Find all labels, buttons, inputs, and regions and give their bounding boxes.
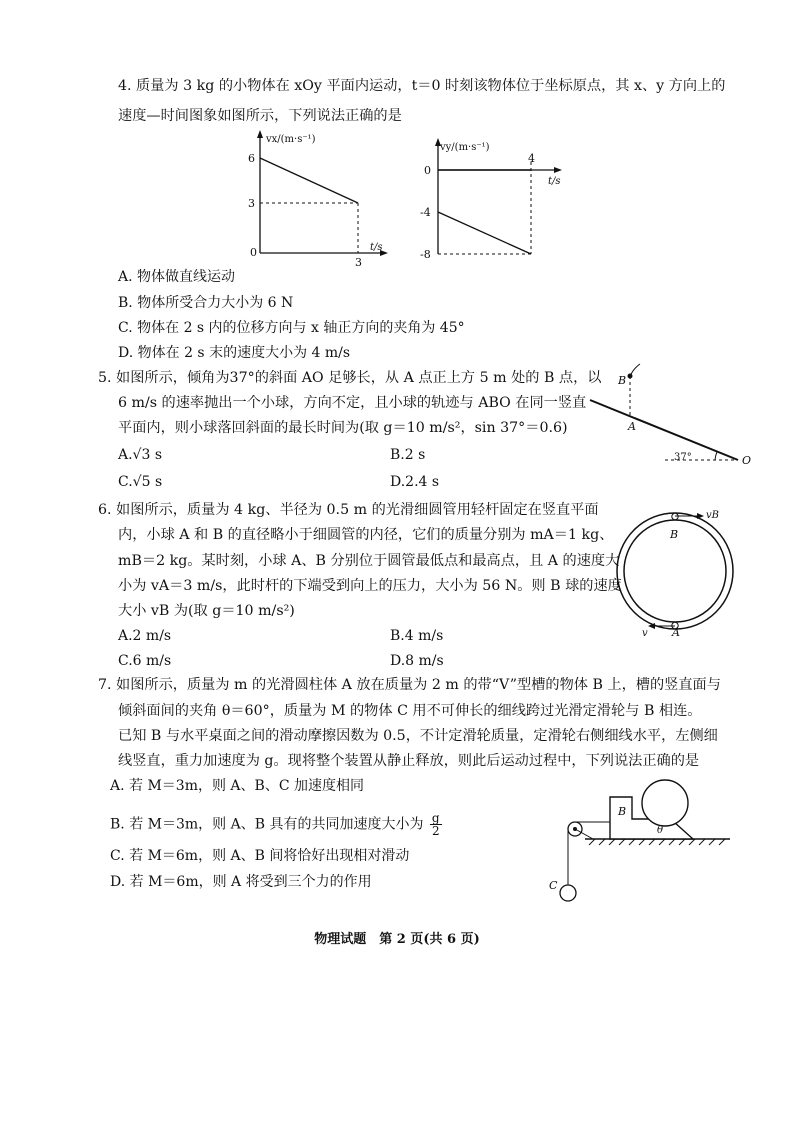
q4-vx-ylabel: vx/(m·s⁻¹) [266,134,316,145]
q6-option-d[interactable]: D.8 m/s [390,653,444,669]
q4-vx-tick-6: 6 [248,152,255,165]
q5-label-o: O [742,454,752,467]
q5-option-c[interactable]: C.√5 s [118,474,163,490]
q4-option-c[interactable]: C. 物体在 2 s 内的位移方向与 x 轴正方向的夹角为 45° [118,320,465,336]
q7-stem-line3: 已知 B 与水平桌面之间的滑动摩擦因数为 0.5，不计定滑轮质量，定滑轮右侧细线水平，左侧细 [118,728,718,744]
q4-vy-tick-neg4: -4 [420,206,431,219]
q7-frac-num: g [431,811,440,825]
q7-option-d[interactable]: D. 若 M＝6m，则 A 将受到三个力的作用 [110,874,372,890]
q6-label-vb: vB [706,510,719,521]
page-footer: 物理试题 第 2 页(共 6 页) [314,932,480,947]
q4-option-a[interactable]: A. 物体做直线运动 [118,269,236,285]
q7-label-c: C [549,879,558,892]
q5-stem-line3: 平面内，则小球落回斜面的最长时间为(取 g＝10 m/s²，sin 37°＝0.6) [118,420,568,436]
q7-label-theta: θ [657,825,664,836]
q6-label-a: A [672,626,680,639]
q6-ring-figure [612,498,738,643]
q7-option-b-fraction [430,812,442,837]
q7-pulley-figure [545,775,745,905]
q5-stem-line2: 6 m/s 的速率抛出一个小球，方向不定，且小球的轨迹与 ABO 在同一竖直 [118,395,587,411]
q4-option-d[interactable]: D. 物体在 2 s 末的速度大小为 4 m/s [118,345,351,361]
q4-vy-tick-0: 0 [424,164,431,177]
q4-vx-tick-3: 3 [248,197,255,210]
q6-stem-line1: 6. 如图所示，质量为 4 kg、半径为 0.5 m 的光滑细圆管用轻杆固定在竖直平面 [98,502,599,518]
q6-option-b[interactable]: B.4 m/s [390,628,444,644]
q6-stem-line4: 小为 vA＝3 m/s，此时杆的下端受到向上的压力，大小为 56 N。则 B 球的速度 [118,578,622,594]
q5-stem-line1: 5. 如图所示，倾角为37°的斜面 AO 足够长，从 A 点正上方 5 m 处的 B 点，以 [98,370,602,386]
q6-stem-line3: mB＝2 kg。某时刻，小球 A、B 分别位于圆管最低点和最高点，且 A 的速度大 [118,553,620,569]
q6-label-b: B [670,528,679,541]
q7-option-b-text: B. 若 M＝3m，则 A、B 具有的共同加速度大小为 [110,816,424,833]
q5-label-b: B [618,374,627,387]
q6-label-v: v [642,628,648,639]
q7-label-b: B [618,805,627,818]
q5-label-a: A [628,420,636,433]
q4-vx-origin: 0 [250,246,257,259]
q4-vy-tick-x: 4 [528,152,535,165]
q5-incline-figure [570,360,760,470]
q7-frac-den: 2 [431,824,440,838]
q7-option-c[interactable]: C. 若 M＝6m，则 A、B 间将恰好出现相对滑动 [110,848,410,864]
q4-vx-tick-x: 3 [355,256,362,269]
q4-stem-line2: 速度—时间图象如图所示，下列说法正确的是 [118,108,402,124]
q4-vx-graph [240,128,390,269]
q7-stem-line2: 倾斜面间的夹角 θ＝60°，质量为 M 的物体 C 用不可伸长的细线跨过光滑定滑轮与 B 相连。 [118,703,702,719]
q5-option-b[interactable]: B.2 s [390,447,426,463]
q5-option-d[interactable]: D.2.4 s [390,474,440,490]
q6-option-a[interactable]: A.2 m/s [118,628,172,644]
q6-option-c[interactable]: C.6 m/s [118,653,172,669]
q7-option-a[interactable]: A. 若 M＝3m，则 A、B、C 加速度相同 [110,778,364,794]
q4-option-b[interactable]: B. 物体所受合力大小为 6 N [118,295,294,311]
q5-angle-label: 37° [674,452,692,463]
q4-vy-tick-neg8: -8 [420,248,431,261]
q7-stem-line1: 7. 如图所示，质量为 m 的光滑圆柱体 A 放在质量为 2 m 的带“V”型槽的物体 B 上，槽的竖直面与 [98,677,721,693]
q4-vy-graph [418,136,578,261]
q4-vx-xlabel: t/s [370,242,383,253]
q6-stem-line5: 大小 vB 为(取 g＝10 m/s²) [118,603,295,619]
q4-vy-ylabel: vy/(m·s⁻¹) [440,142,490,153]
q7-stem-line4: 线竖直，重力加速度为 g。现将整个装置从静止释放，则此后运动过程中，下列说法正确的是 [118,753,700,769]
q4-vy-xlabel: t/s [548,176,561,187]
q4-stem-line1: 4. 质量为 3 kg 的小物体在 xOy 平面内运动，t＝0 时刻该物体位于坐标原点，其 x、y 方向上的 [118,78,726,94]
q5-option-a[interactable]: A.√3 s [118,447,163,463]
q6-stem-line2: 内，小球 A 和 B 的直径略小于细圆管的内径，它们的质量分别为 mA＝1 kg、 [118,527,614,543]
q7-option-b[interactable] [110,812,442,837]
